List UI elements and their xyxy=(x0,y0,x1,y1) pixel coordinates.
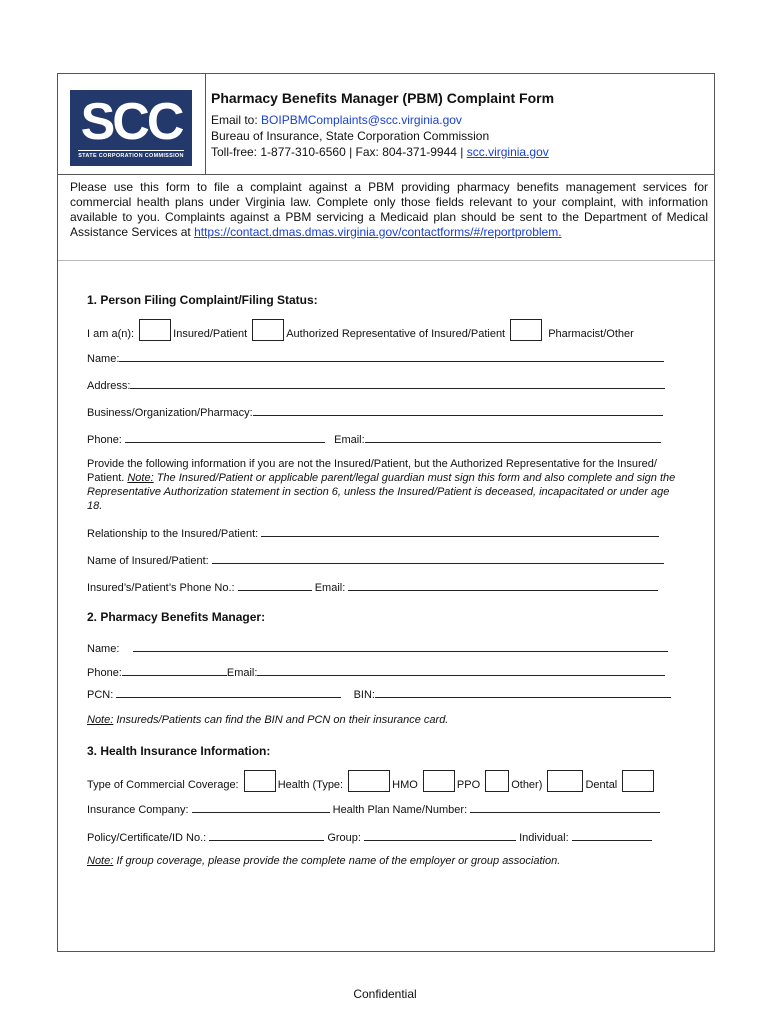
insured-label: Insured/Patient xyxy=(173,328,248,340)
pbm-note xyxy=(87,714,448,726)
insured-email-field[interactable] xyxy=(348,579,658,591)
address-field[interactable] xyxy=(130,377,665,389)
address-label: Address: xyxy=(87,380,131,392)
email-field[interactable] xyxy=(365,431,661,443)
section2-heading: 2. Pharmacy Benefits Manager: xyxy=(87,610,266,624)
form-header xyxy=(58,74,714,175)
phone-label: Phone: xyxy=(87,434,122,446)
name-label: Name: xyxy=(87,353,120,365)
bin-label: BIN: xyxy=(353,689,375,701)
form-title: Pharmacy Benefits Manager (PBM) Complaint Form xyxy=(211,90,555,106)
hmo-checkbox[interactable] xyxy=(348,770,390,792)
pcn-label: PCN: xyxy=(87,689,114,701)
coverage-row xyxy=(87,770,656,792)
relationship-row xyxy=(87,525,659,540)
group-field[interactable] xyxy=(364,829,516,841)
phone-field[interactable] xyxy=(125,431,325,443)
pbm-name-row xyxy=(87,640,668,655)
group-note-text: If group coverage, please provide the complete name of the employer or group association. xyxy=(113,855,561,867)
rep-checkbox[interactable] xyxy=(252,319,284,341)
footer-confidential: Confidential xyxy=(353,987,417,1001)
ppo-checkbox[interactable] xyxy=(423,770,455,792)
insured-phone-row xyxy=(87,579,658,594)
pbm-phone-label: Phone: xyxy=(87,667,122,679)
intro-paragraph xyxy=(70,180,708,240)
dmas-link[interactable]: https://contact.dmas.dmas.virginia.gov/contactforms/#/reportproblem. xyxy=(194,225,562,239)
individual-field[interactable] xyxy=(572,829,652,841)
business-field[interactable] xyxy=(253,404,663,416)
pharmacist-checkbox[interactable] xyxy=(510,319,542,341)
other-type-box[interactable] xyxy=(547,770,583,792)
contact-text: Toll-free: 1-877-310-6560 | Fax: 804-371-9944 | xyxy=(211,145,467,159)
relationship-label: Relationship to the Insured/Patient: xyxy=(87,528,259,540)
pharmacist-label: Pharmacist/Other xyxy=(548,328,634,340)
other-label: Other) xyxy=(511,779,543,791)
pbm-email-label: Email: xyxy=(226,667,258,679)
ppo-label: PPO xyxy=(456,779,481,791)
email-link[interactable]: BOIPBMComplaints@scc.virginia.gov xyxy=(261,113,462,127)
insured-name-field[interactable] xyxy=(212,552,664,564)
dental-checkbox[interactable] xyxy=(622,770,654,792)
dental-label: Dental xyxy=(585,779,618,791)
health-label: Health (Type: xyxy=(277,779,344,791)
policy-field[interactable] xyxy=(209,829,324,841)
group-note xyxy=(87,855,560,867)
pbm-name-label: Name: xyxy=(87,643,120,655)
logo-mark: SCC xyxy=(80,93,182,151)
address-row xyxy=(87,377,665,392)
email-line xyxy=(211,112,701,128)
header-text xyxy=(211,90,701,160)
name-field[interactable] xyxy=(119,350,664,362)
rep-note-label: Note: xyxy=(127,472,154,484)
form-frame xyxy=(57,73,715,952)
hmo-label: HMO xyxy=(392,779,418,791)
section1-heading: 1. Person Filing Complaint/Filing Status: xyxy=(87,293,318,307)
pbm-name-field[interactable] xyxy=(133,640,668,652)
website-link[interactable]: scc.virginia.gov xyxy=(466,145,549,159)
company-field[interactable] xyxy=(192,801,330,813)
business-label: Business/Organization/Pharmacy: xyxy=(87,407,253,419)
logo-subtext: STATE CORPORATION COMMISSION xyxy=(78,150,184,159)
plan-label: Health Plan Name/Number: xyxy=(332,804,468,816)
pbm-phone-field[interactable] xyxy=(122,664,227,676)
individual-label: Individual: xyxy=(519,832,569,844)
pbm-note-text: Insureds/Patients can find the BIN and PCN on their insurance card. xyxy=(113,714,449,726)
insured-name-label: Name of Insured/Patient: xyxy=(87,555,209,567)
phone-row xyxy=(87,431,661,446)
rep-info-text: Provide the following information if you are not the Insured/Patient, but the Authorized Representative for the Insured/ Patient. xyxy=(87,458,657,484)
business-row xyxy=(87,404,663,419)
pcn-row xyxy=(87,686,671,701)
rep-info-paragraph xyxy=(87,457,682,513)
name-row xyxy=(87,350,664,365)
insured-email-label: Email: xyxy=(314,582,346,594)
rep-note-text: The Insured/Patient or applicable parent/legal guardian must sign this form and also complete and sign the Representative Authorization statement in section 6, unless the Insured/Patient is deceased, incapacitated or under age 18. xyxy=(87,472,676,512)
group-note-label: Note: xyxy=(87,855,114,867)
bin-field[interactable] xyxy=(375,686,671,698)
pcn-field[interactable] xyxy=(116,686,341,698)
insured-checkbox[interactable] xyxy=(139,319,171,341)
contact-line xyxy=(211,144,701,160)
logo-cell xyxy=(58,74,206,174)
scc-logo xyxy=(70,90,192,166)
email-label: Email to: xyxy=(211,113,262,127)
health-checkbox[interactable] xyxy=(244,770,276,792)
plan-field[interactable] xyxy=(470,801,660,813)
filing-status-row xyxy=(87,319,634,341)
insured-phone-field[interactable] xyxy=(238,579,312,591)
relationship-field[interactable] xyxy=(261,525,659,537)
intro-text: Please use this form to file a complaint against a PBM providing pharmacy benefits management services for commercial health plans under Virginia law. Complete only those fields relevant to your complaint, with information available to you. Complaints against a PBM servicing a Medicaid plan should be sent to the Department of Medical Assistance Services at xyxy=(70,180,708,239)
group-label: Group: xyxy=(327,832,361,844)
policy-label: Policy/Certificate/ID No.: xyxy=(87,832,207,844)
other-checkbox[interactable] xyxy=(485,770,509,792)
section3-heading: 3. Health Insurance Information: xyxy=(87,744,271,758)
bureau-line: Bureau of Insurance, State Corporation Commission xyxy=(211,129,490,143)
insured-phone-label: Insured’s/Patient’s Phone No.: xyxy=(87,582,235,594)
pbm-note-label: Note: xyxy=(87,714,114,726)
pbm-email-field[interactable] xyxy=(257,664,665,676)
insured-name-row xyxy=(87,552,664,567)
intro-divider xyxy=(58,260,714,261)
policy-row xyxy=(87,829,652,844)
company-row xyxy=(87,801,660,816)
coverage-label: Type of Commercial Coverage: xyxy=(87,779,239,791)
email-label: Email: xyxy=(334,434,365,446)
pbm-phone-row xyxy=(87,664,665,679)
i-am-label: I am a(n): xyxy=(87,328,135,340)
company-label: Insurance Company: xyxy=(87,804,189,816)
rep-label: Authorized Representative of Insured/Patient xyxy=(286,328,506,340)
